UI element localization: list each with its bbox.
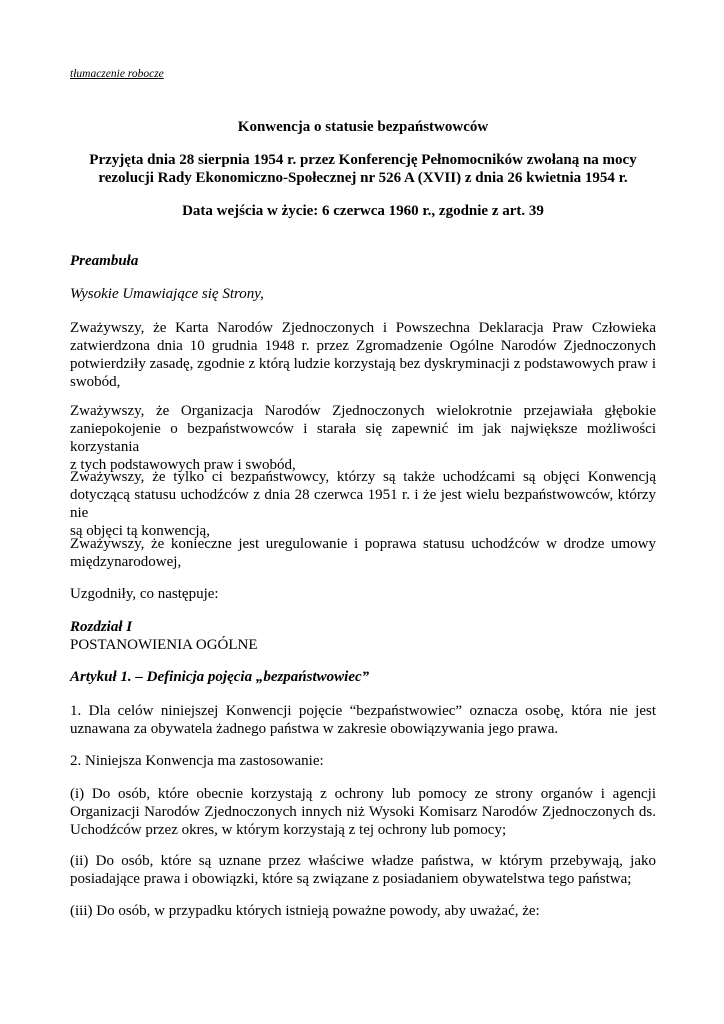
article-paragraph — [70, 702, 656, 738]
text-line: z tych podstawowych praw i swobód, — [70, 457, 296, 473]
adoption-statement — [70, 151, 656, 187]
agreed-statement: Uzgodniły, co następuje: — [70, 586, 219, 602]
text-line: (ii) Do osób, które są uznane przez właściwe władze państwa, w którym przebywają, jako — [70, 853, 656, 869]
text-line: dotyczącą statusu uchodźców z dnia 28 czerwca 1951 r. i że jest wielu bezpaństwowców, którzy nie — [70, 487, 656, 521]
preamble-heading: Preambuła — [70, 253, 139, 269]
preamble-parties: Wysokie Umawiające się Strony, — [70, 286, 264, 302]
article-paragraph: 2. Niniejsza Konwencja ma zastosowanie: — [70, 753, 324, 769]
text-line: 1. Dla celów niniejszej Konwencji pojęcie “bezpaństwowiec” oznacza osobę, która nie jest — [70, 703, 656, 719]
text-line: są objęci tą konwencją, — [70, 523, 210, 539]
preamble-paragraph — [70, 468, 656, 540]
chapter-label: Rozdział I — [70, 619, 133, 635]
adoption-line: rezolucji Rady Ekonomiczno-Społecznej nr 526 A (XVII) z dnia 26 kwietnia 1954 r. — [98, 170, 628, 186]
article-heading: Artykuł 1. – Definicja pojęcia „bezpaństwowiec” — [70, 669, 370, 685]
text-line: zatwierdzona dnia 10 grudnia 1948 r. przez Zgromadzenie Ogólne Narodów Zjednoczonych — [70, 338, 656, 354]
text-line: (i) Do osób, które obecnie korzystają z ochrony lub pomocy ze strony organów i agencji — [70, 786, 656, 802]
article-item — [70, 785, 656, 839]
preamble-paragraph — [70, 319, 656, 391]
text-line: międzynarodowej, — [70, 554, 182, 570]
entry-into-force: Data wejścia w życie: 6 czerwca 1960 r., zgodnie z art. 39 — [182, 203, 544, 219]
text-line: Zważywszy, że Organizacja Narodów Zjednoczonych wielokrotnie przejawiała głębokie — [70, 403, 656, 419]
chapter-heading — [70, 618, 656, 654]
text-line: posiadające prawa i obowiązki, które są związane z posiadaniem obywatelstwa tego państwa; — [70, 871, 632, 887]
adoption-line: Przyjęta dnia 28 sierpnia 1954 r. przez Konferencję Pełnomocników zwołaną na mocy — [89, 152, 637, 168]
text-line: Zważywszy, że Karta Narodów Zjednoczonych i Powszechna Deklaracja Praw Człowieka — [70, 320, 656, 336]
text-line: swobód, — [70, 374, 121, 390]
preamble-paragraph — [70, 402, 656, 474]
working-translation-note: tłumaczenie robocze — [70, 68, 164, 80]
article-item: (iii) Do osób, w przypadku których istnieją poważne powody, aby uważać, że: — [70, 903, 540, 919]
chapter-title: POSTANOWIENIA OGÓLNE — [70, 637, 258, 653]
article-item — [70, 852, 656, 888]
text-line: Uchodźców przez okres, w którym korzystają z tej ochrony lub pomocy; — [70, 822, 507, 838]
text-line: zaniepokojenie o bezpaństwowców i starała się zapewnić im jak największe możliwości korzystania — [70, 421, 656, 455]
document-page — [70, 0, 656, 1024]
text-line: potwierdziły zasadę, zgodnie z którą ludzie korzystają bez dyskryminacji z podstawowych praw i — [70, 356, 656, 372]
text-line: Zważywszy, że konieczne jest uregulowanie i poprawa statusu uchodźców w drodze umowy — [70, 536, 656, 552]
document-title: Konwencja o statusie bezpaństwowców — [237, 119, 489, 135]
preamble-paragraph — [70, 535, 656, 571]
text-line: uznawana za obywatela żadnego państwa w zakresie obowiązywania jego prawa. — [70, 721, 559, 737]
text-line: Zważywszy, że tylko ci bezpaństwowcy, którzy są także uchodźcami są objęci Konwencją — [70, 469, 656, 485]
text-line: Organizacji Narodów Zjednoczonych innych niż Wysoki Komisarz Narodów Zjednoczonych ds. — [70, 804, 656, 820]
